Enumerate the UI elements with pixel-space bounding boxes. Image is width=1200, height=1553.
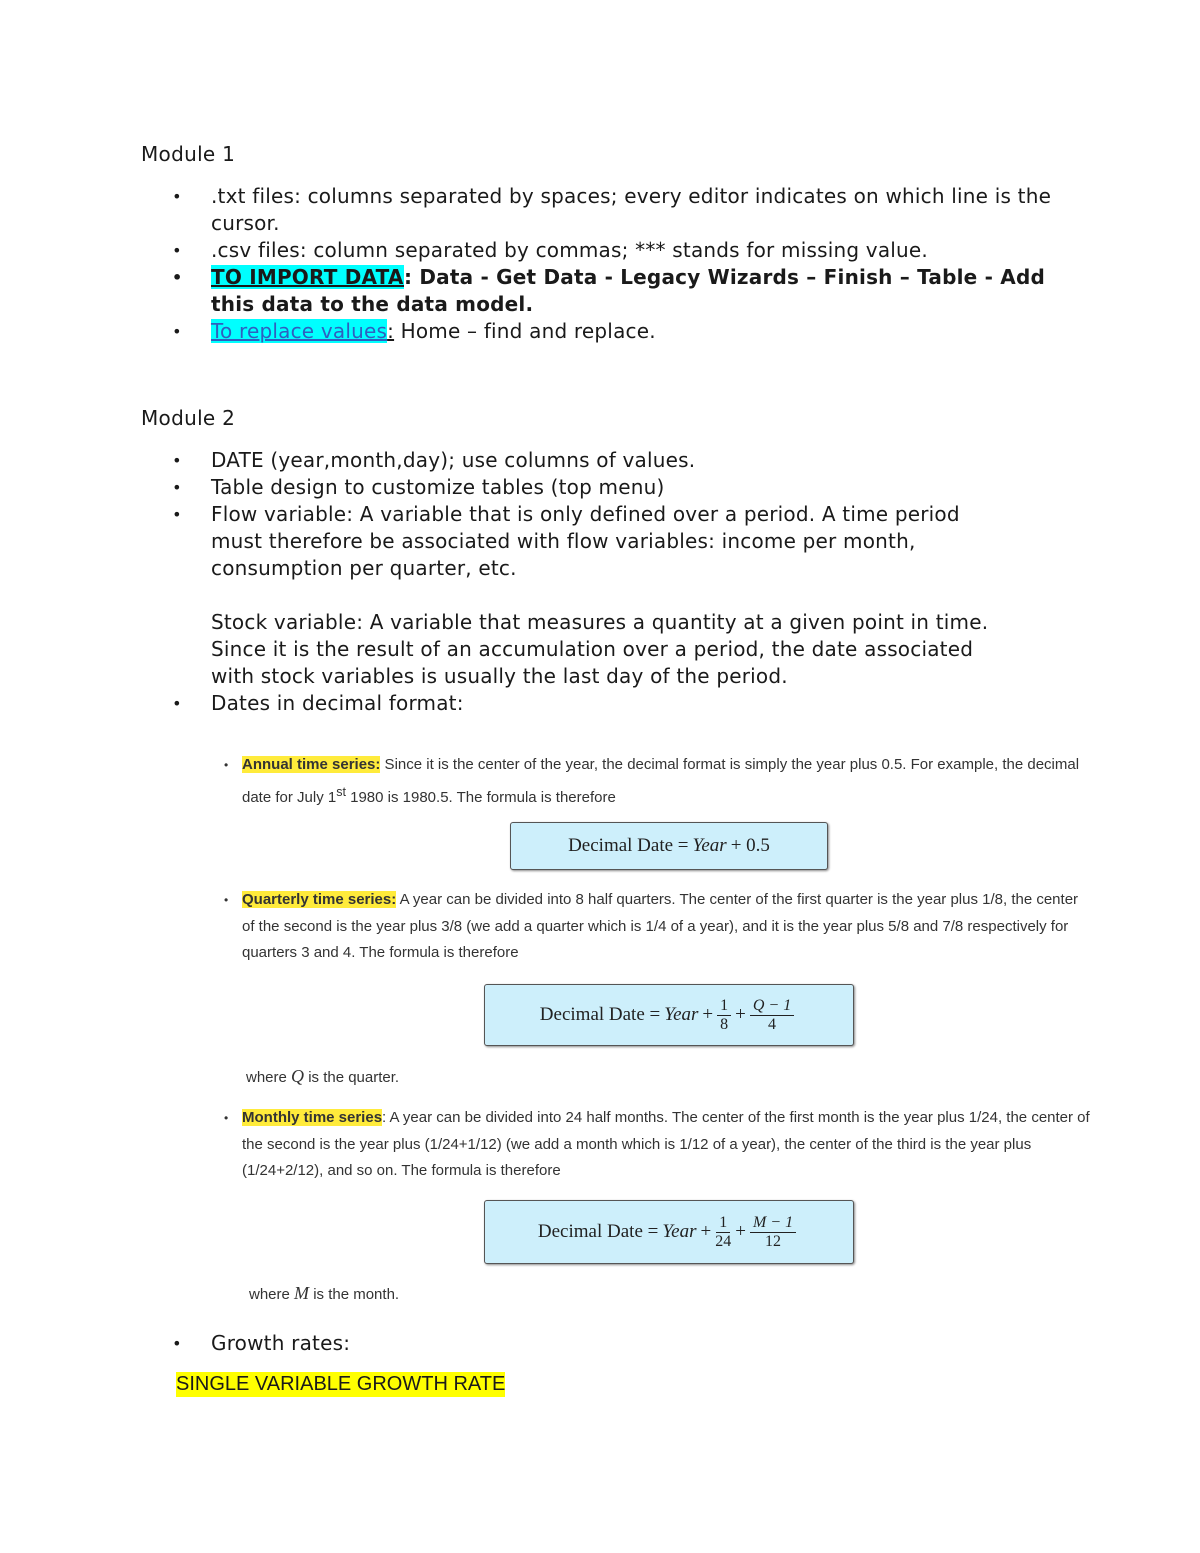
annual-text-b: 1980 is 1980.5. The formula is therefore	[345, 788, 616, 806]
quarterly-where	[246, 1066, 399, 1087]
formula-plus: +	[702, 1004, 714, 1025]
bullet-icon: •	[172, 478, 182, 497]
annual-text: Since it is the center of the year, the decimal format is simply the year plus 0.5. For example, the decimal date for July 1	[242, 756, 1080, 806]
bullet-icon: •	[172, 505, 182, 524]
list-item-text: Table design to customize tables (top menu)	[211, 475, 665, 499]
module1-heading: Module 1	[141, 142, 236, 166]
formula-var: Year	[662, 1221, 697, 1242]
numerator: Q − 1	[750, 997, 794, 1016]
monthly-formula	[484, 1200, 854, 1264]
where-text: where	[246, 1069, 292, 1086]
bullet-icon: •	[172, 451, 182, 470]
fraction	[717, 997, 731, 1034]
list-item-text: DATE (year,month,day); use columns of values.	[211, 448, 696, 472]
formula-plus: +	[700, 1221, 712, 1242]
bullet-icon: •	[172, 322, 182, 341]
replace-values-link[interactable]: To replace values	[211, 319, 388, 343]
list-item	[172, 501, 1011, 690]
flow-variable-text: Flow variable: A variable that is only defined over a period. A time period must therefore be associated with flow variables: income per month, consumption per quarter, etc.	[211, 502, 960, 580]
formula-text: + 0.5	[730, 835, 770, 856]
annual-item	[220, 752, 1090, 811]
bullet-icon: •	[172, 241, 182, 260]
fraction	[750, 1214, 796, 1251]
quarterly-formula	[484, 984, 854, 1046]
denominator: 4	[768, 1015, 777, 1033]
bullet-icon: •	[224, 1111, 229, 1125]
numerator: M − 1	[750, 1214, 796, 1233]
formula-plus: +	[735, 1221, 746, 1242]
list-item	[172, 690, 1072, 717]
list-item	[172, 447, 1072, 474]
bullet-icon: •	[172, 1334, 182, 1353]
import-data-highlight: TO IMPORT DATA	[211, 265, 404, 289]
monthly-label: Monthly time series	[242, 1109, 383, 1126]
denominator: 24	[715, 1232, 732, 1250]
annual-sup: st	[336, 784, 346, 799]
decimal-date-image	[220, 748, 1120, 1308]
monthly-item	[220, 1105, 1090, 1185]
quarterly-label: Quarterly time series:	[242, 891, 397, 908]
growth-list	[172, 1330, 1072, 1357]
formula-plus: +	[735, 1004, 746, 1025]
list-item	[172, 474, 1072, 501]
list-item	[172, 237, 1072, 264]
list-item-text: Dates in decimal format:	[211, 691, 464, 715]
where-text: where	[249, 1286, 295, 1303]
bullet-icon: •	[172, 268, 183, 287]
formula-text: Decimal Date =	[568, 835, 689, 856]
list-item-text: Home – find and replace.	[394, 319, 656, 343]
bullet-icon: •	[172, 694, 182, 713]
formula-var: Year	[692, 835, 727, 856]
fraction	[750, 997, 794, 1034]
formula-text: Decimal Date =	[539, 1004, 661, 1025]
monthly-where	[249, 1283, 399, 1304]
module1-list	[172, 183, 1072, 345]
stock-variable-text: Stock variable: A variable that measures a quantity at a given point in time. Since it is the result of an accumulation over a period, the date associated with stock variables is usually the last day of the period.	[211, 610, 989, 688]
list-item	[172, 318, 1072, 345]
quarterly-item	[220, 887, 1090, 967]
formula-text: Decimal Date =	[537, 1221, 659, 1242]
module2-heading: Module 2	[141, 406, 236, 430]
where-text: is the quarter.	[304, 1069, 400, 1086]
bullet-icon: •	[224, 758, 229, 772]
list-item-text: : Data - Get Data - Legacy Wizards – Finish – Table - Add this data to the data model.	[211, 265, 1045, 316]
bullet-icon: •	[224, 893, 229, 907]
numerator: 1	[716, 1214, 730, 1233]
list-item-text: .csv files: column separated by commas; *** stands for missing value.	[211, 238, 928, 262]
bullet-icon: •	[172, 187, 182, 206]
where-text: is the month.	[309, 1286, 400, 1303]
fraction	[715, 1214, 731, 1251]
denominator: 12	[765, 1232, 782, 1250]
module2-list	[172, 447, 1072, 717]
where-var: Q	[291, 1066, 305, 1086]
where-var: M	[294, 1283, 310, 1303]
monthly-text: : A year can be divided into 24 half months. The center of the first month is the year plus 1/24, the center of the second is the year plus (1/24+1/12) (we add a month which is 1/12 of a year), the center of the third is the year plus (1/24+2/12), and so on. The formula is therefore	[242, 1109, 1090, 1179]
list-item	[172, 264, 1072, 318]
list-item-text: .txt files: columns separated by spaces; every editor indicates on which line is the cursor.	[211, 184, 1052, 235]
annual-label: Annual time series:	[242, 756, 381, 773]
annual-formula	[510, 822, 828, 870]
list-item-text: Growth rates:	[211, 1331, 351, 1355]
colon-text: :	[387, 319, 395, 343]
section-title: SINGLE VARIABLE GROWTH RATE	[176, 1373, 506, 1395]
list-item	[172, 183, 1072, 237]
denominator: 8	[720, 1015, 729, 1033]
formula-var: Year	[664, 1004, 699, 1025]
numerator: 1	[717, 997, 731, 1016]
list-item	[172, 1330, 1072, 1357]
quarterly-text: A year can be divided into 8 half quarters. The center of the first quarter is the year plus 1/8, the center of the second is the year plus 3/8 (we add a quarter which is 1/4 of a year), and it is the year plus 5/8 and 7/8 respectively for quarters 3 and 4. The formula is therefore	[242, 891, 1079, 961]
